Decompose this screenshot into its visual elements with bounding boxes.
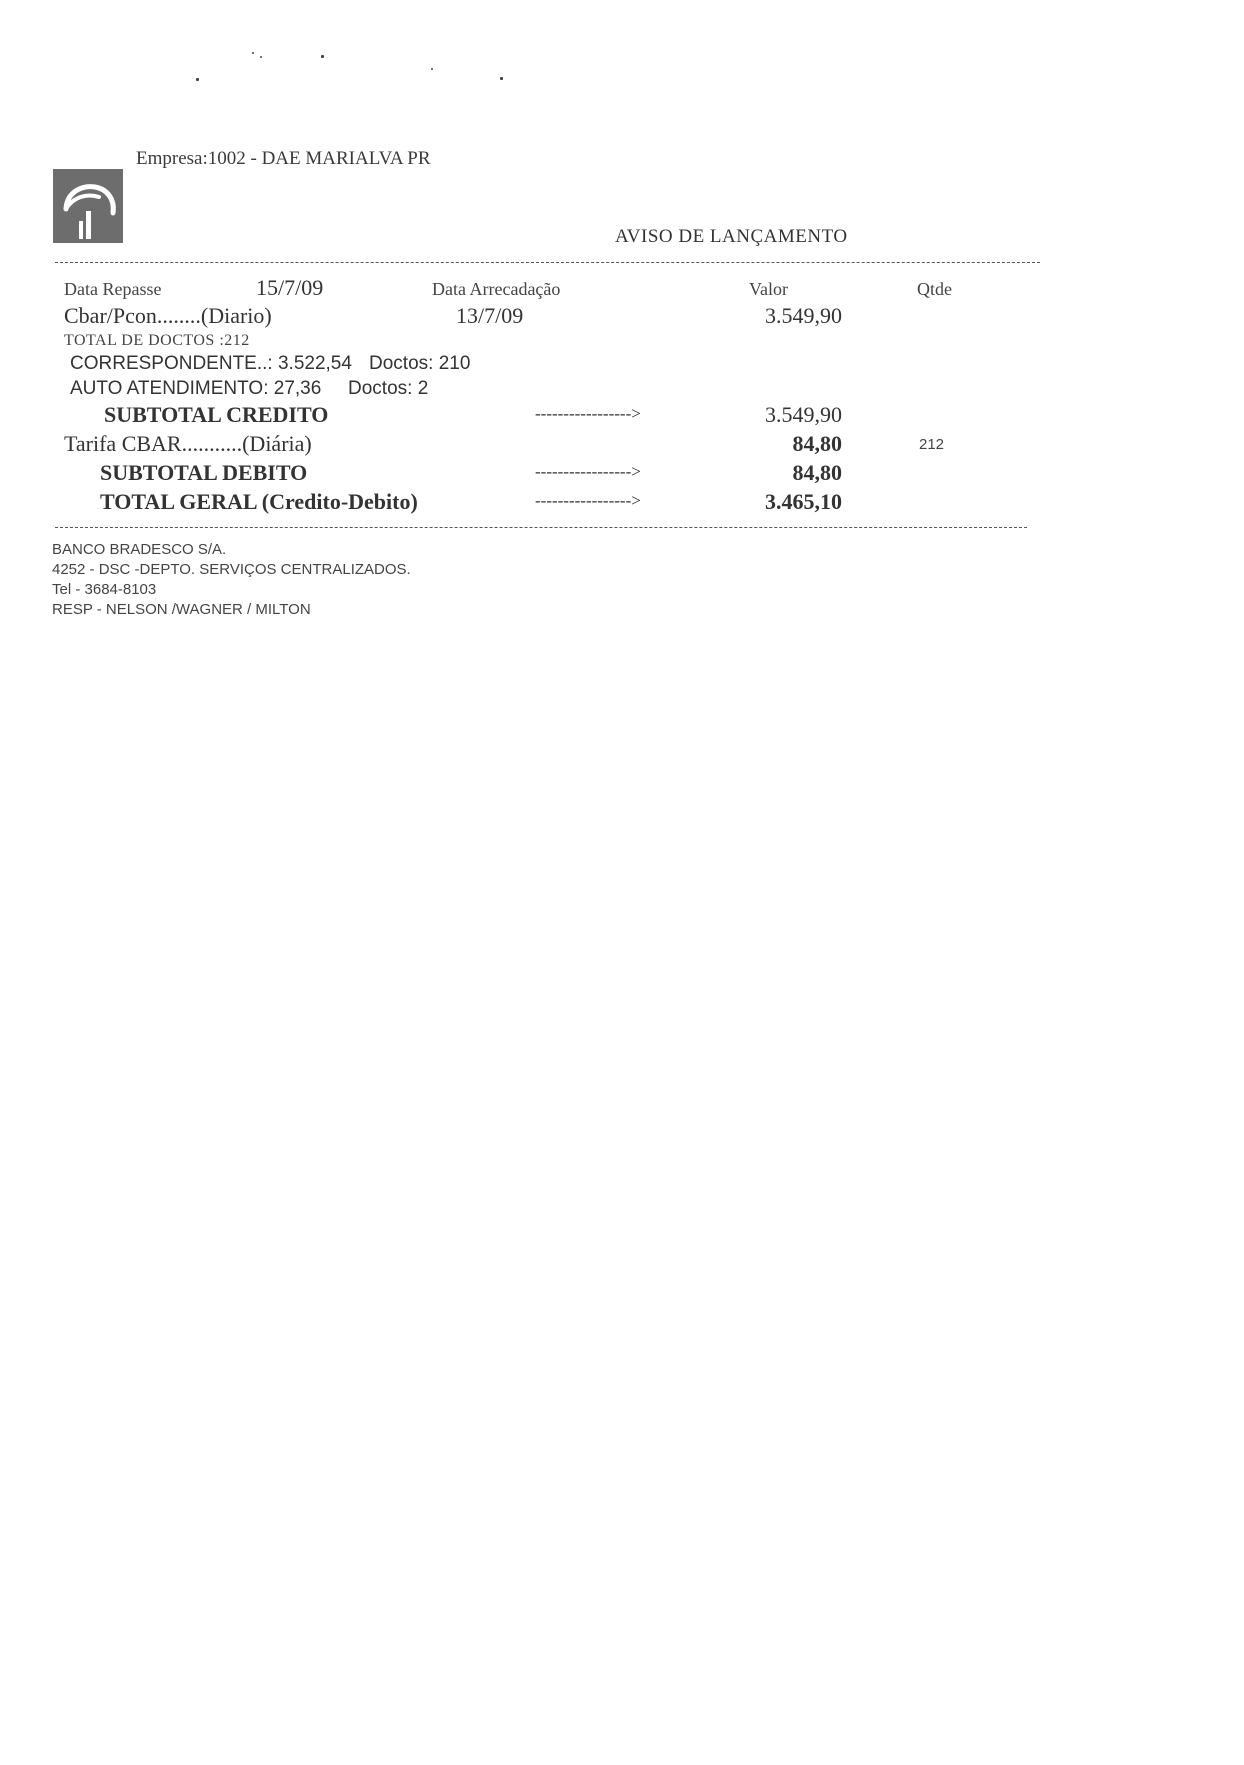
document-title: AVISO DE LANÇAMENTO: [615, 226, 848, 247]
cbar-label: Cbar/Pcon........(Diario): [64, 303, 272, 328]
valor-label: Valor: [749, 279, 788, 299]
cbar-date: 13/7/09: [456, 303, 524, 328]
footer-responsible: RESP - NELSON /WAGNER / MILTON: [52, 601, 311, 618]
total-geral-label: TOTAL GERAL (Credito-Debito): [100, 489, 418, 514]
total-docs: TOTAL DE DOCTOS :212: [64, 332, 250, 349]
tarifa-qtde: 212: [919, 436, 945, 453]
tarifa-label: Tarifa CBAR...........(Diária): [64, 431, 312, 456]
scan-speck: [252, 52, 254, 54]
footer-department: 4252 - DSC -DEPTO. SERVIÇOS CENTRALIZADOS.: [52, 561, 411, 578]
total-geral-value: 3.465,10: [765, 489, 842, 514]
subtotal-debito-arrow: ----------------->: [535, 462, 641, 481]
scan-speck: [260, 56, 262, 58]
correspondente-line: CORRESPONDENTE..: 3.522,54: [70, 353, 352, 374]
correspondente-docs: Doctos: 210: [369, 353, 471, 374]
data-arrecadacao-label: Data Arrecadação: [432, 279, 561, 299]
subtotal-debito-value: 84,80: [792, 460, 842, 485]
footer-phone: Tel - 3684-8103: [52, 581, 157, 598]
footer-bank: BANCO BRADESCO S/A.: [52, 541, 227, 558]
total-geral-arrow: ----------------->: [535, 491, 641, 510]
data-repasse-label: Data Repasse: [64, 279, 162, 299]
top-divider: [55, 262, 1040, 263]
bottom-divider: [55, 527, 1027, 528]
subtotal-credito-label: SUBTOTAL CREDITO: [104, 402, 329, 427]
scan-speck: [500, 77, 503, 80]
scan-speck: [196, 78, 199, 81]
bank-logo: [53, 169, 123, 243]
qtde-label: Qtde: [917, 279, 952, 299]
auto-atendimento-docs: Doctos: 2: [348, 378, 429, 399]
scan-speck: [321, 55, 324, 58]
data-repasse-value: 15/7/09: [256, 275, 324, 300]
auto-atendimento-line: AUTO ATENDIMENTO: 27,36: [70, 378, 322, 399]
subtotal-credito-arrow: ----------------->: [535, 404, 641, 423]
scan-speck: [431, 68, 433, 70]
subtotal-debito-label: SUBTOTAL DEBITO: [100, 460, 308, 485]
bradesco-logo-icon: [53, 169, 123, 243]
cbar-value: 3.549,90: [765, 303, 842, 328]
company-name: Empresa:1002 - DAE MARIALVA PR: [136, 148, 431, 169]
tarifa-value: 84,80: [792, 431, 842, 456]
subtotal-credito-value: 3.549,90: [765, 402, 842, 427]
